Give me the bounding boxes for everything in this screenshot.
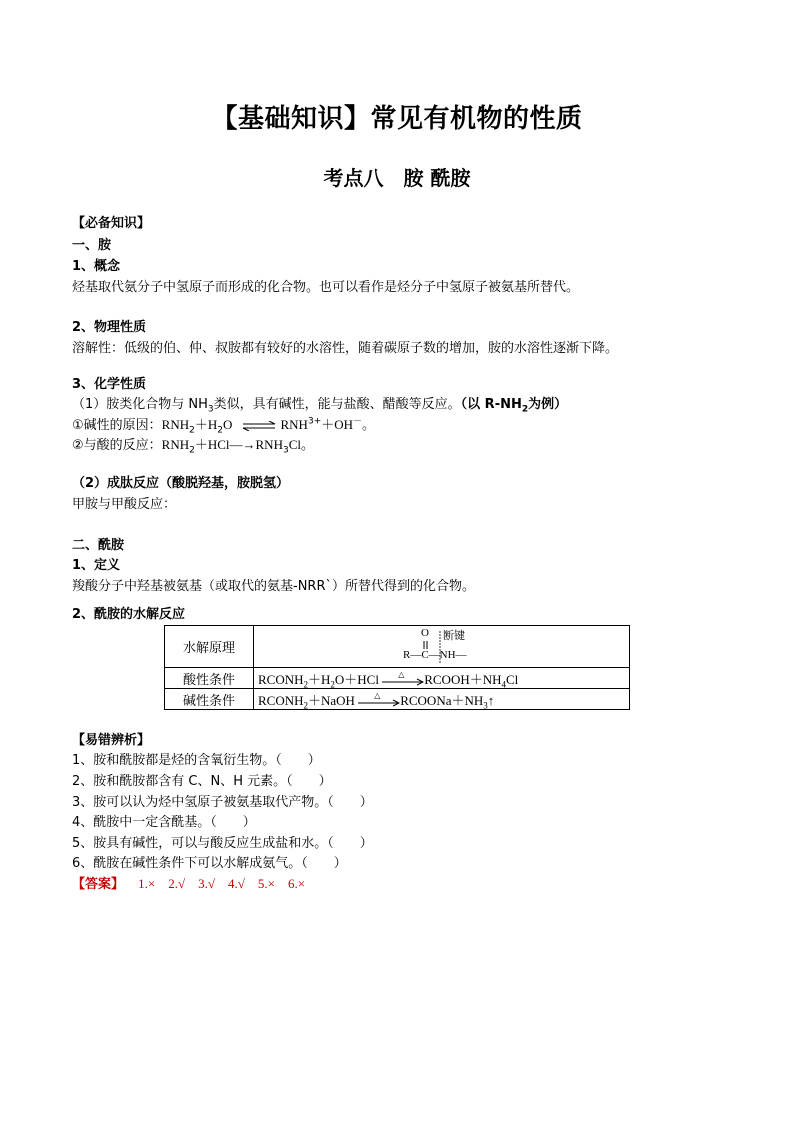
row-label: 酸性条件: [165, 668, 254, 689]
error-item: 3、胺可以认为烃中氢原子被氨基取代产物。（ ）: [72, 795, 373, 810]
equilibrium-arrow-icon: [241, 421, 277, 431]
row-label: 碱性条件: [165, 689, 254, 710]
table-row: [165, 689, 630, 710]
amide-def-text: 羧酸分子中羟基被氨基（或取代的氨基-NRR`）所替代得到的化合物。: [72, 579, 475, 594]
chemical-heading: 3、化学性质: [72, 377, 147, 392]
answer-text: 1.× 2.√ 3.√ 4.√ 5.× 6.×: [138, 876, 306, 891]
error-item: 1、胺和酰胺都是烃的含氧衍生物。（ ）: [72, 753, 321, 768]
must-know-header: 【必备知识】: [72, 216, 151, 231]
hydrolysis-table: [164, 625, 630, 710]
peptide-heading: （2）成肽反应（酸脱羟基，胺脱氢）: [72, 476, 290, 491]
page-title: 【基础知识】常见有机物的性质: [211, 104, 583, 134]
basicity-reaction: ①碱性的原因：$RNH_2+H_2O$ $RNH^{3+}+OH^-$。: [72, 416, 376, 436]
bond-lines-icon: [403, 627, 563, 667]
acid-hydrolysis-equation: $RCONH_2+H_2O+HCl$ △ $RCOOH+NH_4Cl$: [254, 668, 630, 689]
peptide-text: 甲胺与甲酸反应：: [72, 497, 177, 512]
heat-arrow-icon: △: [382, 675, 424, 687]
page-subtitle: 考点八 胺 酰胺: [323, 166, 471, 190]
base-hydrolysis-equation: $RCONH_2+NaOH$ △ $RCOONa+NH_3↑$: [254, 689, 630, 710]
error-item: 2、胺和酰胺都含有 C、N、H 元素。（ ）: [72, 774, 332, 789]
hydrolysis-heading: 2、酰胺的水解反应: [72, 607, 186, 622]
answer-line: [72, 876, 305, 893]
amine-heading: 一、胺: [72, 238, 112, 253]
table-row: [165, 668, 630, 689]
concept-heading: 1、概念: [72, 259, 121, 274]
error-item: 6、酰胺在碱性条件下可以水解成氨气。（ ）: [72, 856, 347, 871]
error-item: 5、胺具有碱性，可以与酸反应生成盐和水。（ ）: [72, 836, 373, 851]
physical-heading: 2、物理性质: [72, 320, 147, 335]
row-label: 水解原理: [165, 626, 254, 668]
chem-property-1: （1）胺类化合物与 $NH_3$类似，具有碱性，能与盐酸、醋酸等反应。（以 $R-NH_2$为例）: [72, 397, 568, 415]
physical-text: 溶解性：低级的伯、仲、叔胺都有较好的水溶性，随着碳原子数的增加，胺的水溶性逐渐下降。: [72, 341, 619, 356]
errors-header: 【易错辨析】: [72, 733, 151, 748]
answer-label: 【答案】: [72, 877, 125, 892]
error-item: 4、酰胺中一定含酰基。（ ）: [72, 815, 256, 830]
acid-reaction: ②与酸的反应：$RNH_2+HCl―\to RNH_3Cl$。: [72, 437, 314, 456]
bond-diagram-cell: [254, 626, 630, 668]
bond-break-diagram: O 断键 R—C—NH—: [403, 627, 563, 667]
amide-def-heading: 1、定义: [72, 558, 121, 573]
heat-arrow-icon: △: [358, 696, 400, 708]
table-row: [165, 626, 630, 668]
amide-heading: 二、酰胺: [72, 538, 125, 553]
concept-text: 烃基取代氨分子中氢原子而形成的化合物。也可以看作是烃分子中氢原子被氨基所替代。: [72, 280, 580, 295]
